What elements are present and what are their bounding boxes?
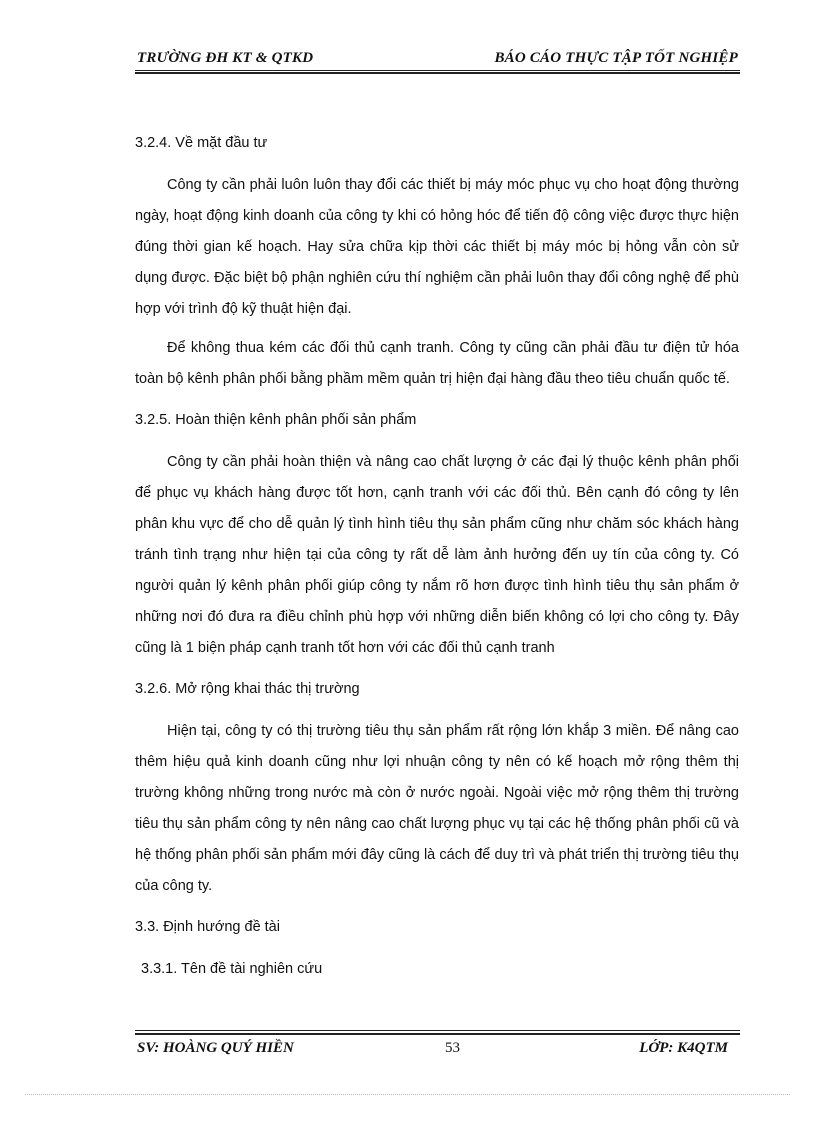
paragraph-325-1: Công ty cần phải hoàn thiện và nâng cao chất lượng ở các đại lý thuộc kênh phân phối để phục vụ khách hàng được tốt hơn, cạnh tranh với các đối thủ. Bên cạnh đó công ty lên phân khu vực để cho dễ quản lý tình hình tiêu thụ sản phẩm cũng như chăm sóc khách hàng tránh tình trạng như hiện tại của công ty rất dễ làm ảnh hưởng đến uy tín của công ty. Có người quản lý kênh phân phối giúp công ty nắm rõ hơn được tình hình tiêu thụ sản phẩm ở những nơi đó đưa ra điều chỉnh phù hợp với những diễn biến không có lợi cho công ty. Đây cũng là 1 biện pháp cạnh tranh tốt hơn với các đối thủ cạnh tranh	[135, 454, 739, 656]
paragraph-326-1: Hiện tại, công ty có thị trường tiêu thụ sản phẩm rất rộng lớn khắp 3 miền. Để nâng cao thêm hiệu quả kinh doanh cũng như lợi nhuận công ty nên có kế hoạch mở rộng thêm thị trường không những trong nước mà còn ở nước ngoài. Ngoài việc mở rộng thêm thị trường tiêu thụ sản phẩm công ty nên nâng cao chất lượng phục vụ tại các hệ thống phân phối cũ và hệ thống phân phối sản phẩm mới đây cũng là cách để duy trì và phát triển thị trường tiêu thụ của công ty.	[135, 723, 739, 894]
page-number: 53	[445, 1040, 460, 1056]
footer-rule	[135, 1030, 740, 1035]
section-heading-331: 3.3.1. Tên đề tài nghiên cứu	[141, 961, 323, 977]
section-heading-325: 3.2.5. Hoàn thiện kênh phân phối sản phẩm	[135, 412, 417, 428]
paragraph-324-2: Để không thua kém các đối thủ cạnh tranh. Công ty cũng cần phải đầu tư điện tử hóa toàn bộ kênh phân phối bằng phầm mềm quản trị hiện đại hàng đầu theo tiêu chuẩn quốc tế.	[135, 340, 739, 387]
footer-student-name: SV: HOÀNG QUÝ HIỀN	[137, 1040, 294, 1056]
footer-class: LỚP: K4QTM	[639, 1040, 728, 1056]
page-footer	[135, 1037, 740, 1061]
section-heading-33: 3.3. Định hướng đề tài	[135, 919, 280, 935]
section-heading-324: 3.2.4. Về mặt đầu tư	[135, 135, 268, 151]
paragraph-324-1: Công ty cần phải luôn luôn thay đổi các thiết bị máy móc phục vụ cho hoạt động thường ngày, hoạt động kinh doanh của công ty khi có hỏng hóc để tiến độ công việc được thực hiện đúng thời gian kế hoạch. Hay sửa chữa kịp thời các thiết bị máy móc bị hỏng vẫn còn sử dụng được. Đặc biệt bộ phận nghiên cứu thí nghiệm cần phải luôn thay đổi công nghệ để phù hợp với trình độ kỹ thuật hiện đại.	[135, 177, 739, 317]
page-edge-dotted-line	[25, 1094, 790, 1095]
header-rule	[135, 70, 740, 74]
section-heading-326: 3.2.6. Mở rộng khai thác thị trường	[135, 681, 360, 697]
header-report-title: BÁO CÁO THỰC TẬP TỐT NGHIỆP	[494, 50, 738, 66]
header-school: TRƯỜNG ĐH KT & QTKD	[137, 50, 314, 66]
document-body	[135, 128, 739, 985]
page-header	[135, 48, 740, 70]
